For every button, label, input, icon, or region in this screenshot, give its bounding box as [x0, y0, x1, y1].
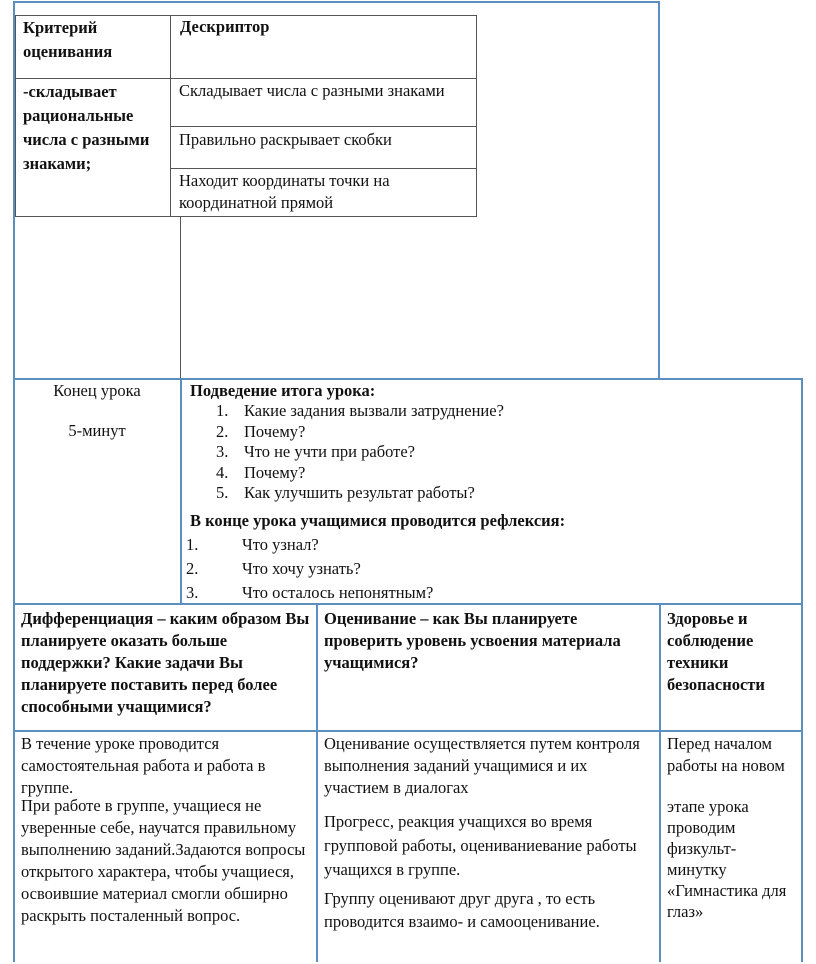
end-lesson-duration: 5-минут	[68, 421, 126, 440]
list-item: 2. Что хочу узнать?	[186, 559, 361, 578]
summary-title: Подведение итога урока:	[190, 381, 376, 400]
list-item: 2. Почему?	[216, 421, 306, 441]
list-item: 3. Что осталось непонятным?	[186, 583, 434, 602]
inner-table-row-line	[170, 168, 477, 169]
inner-table-row-line	[15, 78, 477, 79]
bottom-table-header-line	[13, 730, 803, 732]
bottom-col-divider	[659, 603, 661, 962]
inner-table-row-line	[170, 126, 477, 127]
assessment-text-3: Группу оценивают друг друга , то есть проводится взаимо- и самооценивание.	[324, 889, 600, 931]
section-right-border	[801, 378, 803, 962]
list-item: 1. Какие задания вызвали затруднение?	[216, 401, 504, 420]
assessment-text-2: Прогресс, реакция учащихся во время групповой работы, оцениваниевание работы учащихся в группе.	[324, 812, 637, 879]
outer-top-border	[13, 1, 660, 3]
bottom-col-divider	[316, 603, 318, 962]
descriptor-2: Правильно раскрывает скобки	[179, 130, 392, 149]
list-item: 1. Что узнал?	[186, 535, 319, 554]
end-lesson-label: Конец урока	[53, 381, 141, 400]
descriptor-1: Складывает числа с разными знаками	[179, 81, 445, 100]
reflection-title: В конце урока учащимися проводится рефлексия:	[190, 511, 566, 530]
list-item: 3. Что не учти при работе?	[216, 442, 415, 461]
descriptor-header: Дескриптор	[180, 17, 270, 36]
inner-table-bottom	[15, 216, 477, 217]
summary-question-list	[190, 401, 504, 504]
assessment-text-1: Оценивание осуществляется путем контроля выполнения заданий учащимися и их участием в диалогах	[324, 734, 640, 797]
reflection-list	[186, 533, 433, 605]
health-text-2: этапе урока проводим физкульт-минутку «Гимнастика для глаз»	[667, 797, 787, 921]
inner-table-left	[15, 15, 16, 217]
differentiation-text-1: В течение уроке проводится самостоятельная работа и работа в группе.	[21, 734, 266, 797]
column-divider-line	[180, 217, 181, 379]
differentiation-text-2: При работе в группе, учащиеся не уверенные себе, научатся правильному выполнению заданий.Задаются вопросы открытого характера, чтобы учащиеся, освоившие материал смогли обширно раскрыть посталенный вопрос.	[21, 796, 306, 925]
section-divider	[180, 378, 182, 604]
descriptor-3: Находит координаты точки на координатной прямой	[179, 171, 390, 212]
list-item: 5. Как улучшить результат работы?	[216, 483, 475, 502]
inner-table-divider	[170, 15, 171, 217]
inner-table-right	[476, 15, 477, 217]
differentiation-header: Дифференциация – каким образом Вы планируете оказать больше поддержки? Какие задачи Вы планируете поставить перед более способными учащимися?	[21, 609, 310, 716]
criterion-text: -складывает рациональные числа с разными знаками;	[23, 82, 150, 173]
bottom-table-top	[13, 603, 803, 605]
section-left-border	[13, 378, 15, 962]
health-text-1: Перед началом работы на новом	[667, 734, 785, 775]
outer-right-border	[658, 1, 660, 379]
health-safety-header: Здоровье и соблюдение техники безопасности	[667, 609, 765, 694]
criterion-header: Критерий оценивания	[23, 18, 113, 61]
assessment-header: Оценивание – как Вы планируете проверить уровень усвоения материала учащимися?	[324, 609, 621, 672]
list-item: 4. Почему?	[216, 462, 306, 482]
